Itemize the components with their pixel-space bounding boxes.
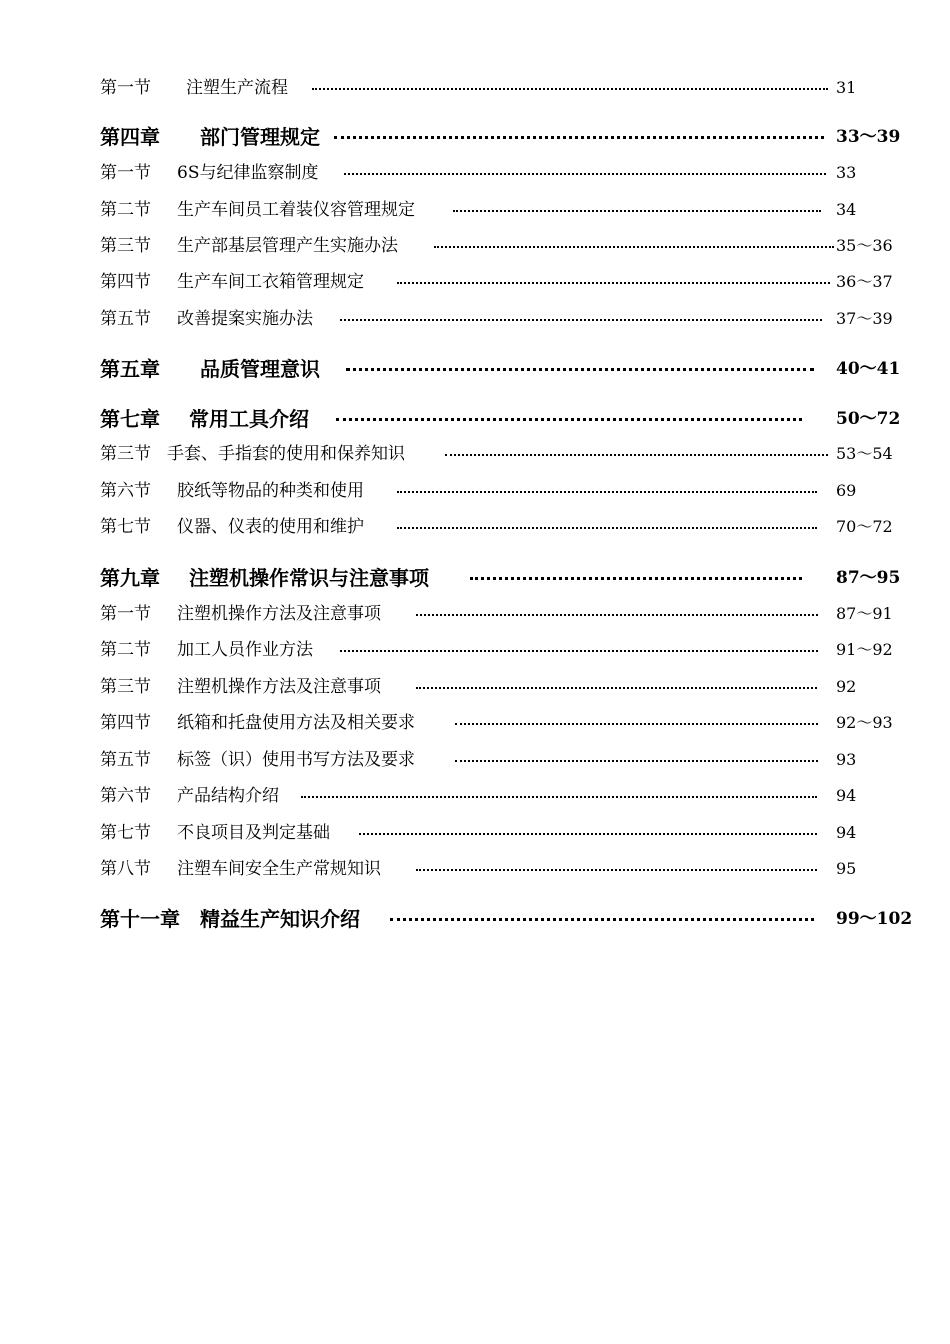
section-title: 加工人员作业方法 xyxy=(177,640,313,660)
toc-entry xyxy=(0,819,950,847)
section-number: 第三节 xyxy=(100,236,151,256)
page-number: 93 xyxy=(836,750,857,769)
section-number: 第八节 xyxy=(100,859,151,879)
chapter-number: 第四章 xyxy=(100,125,160,149)
toc-entry xyxy=(0,477,950,505)
dot-leader xyxy=(334,136,824,139)
page-number: 69 xyxy=(836,481,857,500)
section-title: 纸箱和托盘使用方法及相关要求 xyxy=(177,713,415,733)
page-number: 99～102 xyxy=(836,909,913,929)
page-number: 87～91 xyxy=(836,604,893,623)
page-number: 70～72 xyxy=(836,517,893,536)
dot-leader xyxy=(397,527,817,529)
dot-leader xyxy=(301,796,817,798)
page-number: 33 xyxy=(836,163,857,182)
section-title: 胶纸等物品的种类和使用 xyxy=(177,481,364,501)
toc-entry xyxy=(0,600,950,628)
section-number: 第一节 xyxy=(100,78,151,98)
dot-leader xyxy=(445,454,828,456)
section-number: 第三节 xyxy=(100,444,151,464)
toc-entry xyxy=(0,305,950,333)
section-title: 6S与纪律监察制度 xyxy=(177,163,319,183)
toc-entry xyxy=(0,746,950,774)
section-number: 第二节 xyxy=(100,200,151,220)
section-title: 生产车间员工着装仪容管理规定 xyxy=(177,200,415,220)
dot-leader xyxy=(455,760,818,762)
page-number: 87～95 xyxy=(836,568,901,588)
toc-entry xyxy=(0,268,950,296)
section-title: 注塑车间安全生产常规知识 xyxy=(177,859,381,879)
page-number: 94 xyxy=(836,823,857,842)
toc-entry xyxy=(0,673,950,701)
page-number: 95 xyxy=(836,859,857,878)
section-number: 第七节 xyxy=(100,517,151,537)
section-number: 第六节 xyxy=(100,786,151,806)
toc-entry xyxy=(0,636,950,664)
chapter-number: 第十一章 xyxy=(100,907,180,931)
page-number: 37～39 xyxy=(836,309,893,328)
dot-leader xyxy=(416,614,818,616)
dot-leader xyxy=(390,918,814,921)
section-number: 第七节 xyxy=(100,823,151,843)
section-title: 标签（识）使用书写方法及要求 xyxy=(177,750,415,770)
dot-leader xyxy=(416,869,817,871)
dot-leader xyxy=(312,88,828,90)
section-number: 第四节 xyxy=(100,272,151,292)
toc-entry xyxy=(0,782,950,810)
section-title: 改善提案实施办法 xyxy=(177,309,313,329)
dot-leader xyxy=(359,833,817,835)
page-number: 35～36 xyxy=(836,236,893,255)
dot-leader xyxy=(336,418,802,421)
section-number: 第六节 xyxy=(100,481,151,501)
toc-entry xyxy=(0,355,950,383)
chapter-number: 第九章 xyxy=(100,566,160,590)
page-number: 40～41 xyxy=(836,359,901,379)
chapter-title: 精益生产知识介绍 xyxy=(200,907,360,931)
page-number: 94 xyxy=(836,786,857,805)
section-title: 注塑机操作方法及注意事项 xyxy=(177,604,381,624)
page-number: 36～37 xyxy=(836,272,893,291)
section-number: 第五节 xyxy=(100,750,151,770)
toc-entry xyxy=(0,440,950,468)
dot-leader xyxy=(416,687,817,689)
section-title: 手套、手指套的使用和保养知识 xyxy=(167,444,405,464)
page-number: 31 xyxy=(836,78,857,97)
page-number: 53～54 xyxy=(836,444,893,463)
chapter-title: 注塑机操作常识与注意事项 xyxy=(189,566,429,590)
toc-entry xyxy=(0,513,950,541)
toc-entry xyxy=(0,123,950,151)
page-number: 91～92 xyxy=(836,640,893,659)
page-number: 92 xyxy=(836,677,857,696)
dot-leader xyxy=(340,319,822,321)
section-number: 第三节 xyxy=(100,677,151,697)
toc-entry xyxy=(0,709,950,737)
section-number: 第一节 xyxy=(100,163,151,183)
dot-leader xyxy=(470,577,802,580)
page-number: 34 xyxy=(836,200,857,219)
toc-entry xyxy=(0,905,950,933)
section-number: 第四节 xyxy=(100,713,151,733)
chapter-number: 第五章 xyxy=(100,357,160,381)
dot-leader xyxy=(340,650,818,652)
toc-entry xyxy=(0,405,950,433)
section-title: 生产部基层管理产生实施办法 xyxy=(177,236,398,256)
section-number: 第二节 xyxy=(100,640,151,660)
page-number: 50～72 xyxy=(836,409,901,429)
toc-entry xyxy=(0,564,950,592)
toc-entry xyxy=(0,232,950,260)
page-number: 33～39 xyxy=(836,127,901,147)
dot-leader xyxy=(453,210,821,212)
section-number: 第一节 xyxy=(100,604,151,624)
page-number: 92～93 xyxy=(836,713,893,732)
toc-entry xyxy=(0,159,950,187)
chapter-title: 常用工具介绍 xyxy=(189,407,309,431)
toc-entry xyxy=(0,74,950,102)
chapter-title: 部门管理规定 xyxy=(200,125,320,149)
dot-leader xyxy=(344,173,826,175)
dot-leader xyxy=(346,368,814,371)
section-title: 注塑机操作方法及注意事项 xyxy=(177,677,381,697)
chapter-title: 品质管理意识 xyxy=(200,357,320,381)
section-title: 仪器、仪表的使用和维护 xyxy=(177,517,364,537)
toc-entry xyxy=(0,855,950,883)
section-number: 第五节 xyxy=(100,309,151,329)
dot-leader xyxy=(455,723,818,725)
section-title: 产品结构介绍 xyxy=(177,786,279,806)
chapter-number: 第七章 xyxy=(100,407,160,431)
dot-leader xyxy=(397,491,817,493)
section-title: 不良项目及判定基础 xyxy=(177,823,330,843)
dot-leader xyxy=(397,282,830,284)
toc-entry xyxy=(0,196,950,224)
section-title: 生产车间工衣箱管理规定 xyxy=(177,272,364,292)
section-title: 注塑生产流程 xyxy=(186,78,288,98)
dot-leader xyxy=(434,246,834,248)
